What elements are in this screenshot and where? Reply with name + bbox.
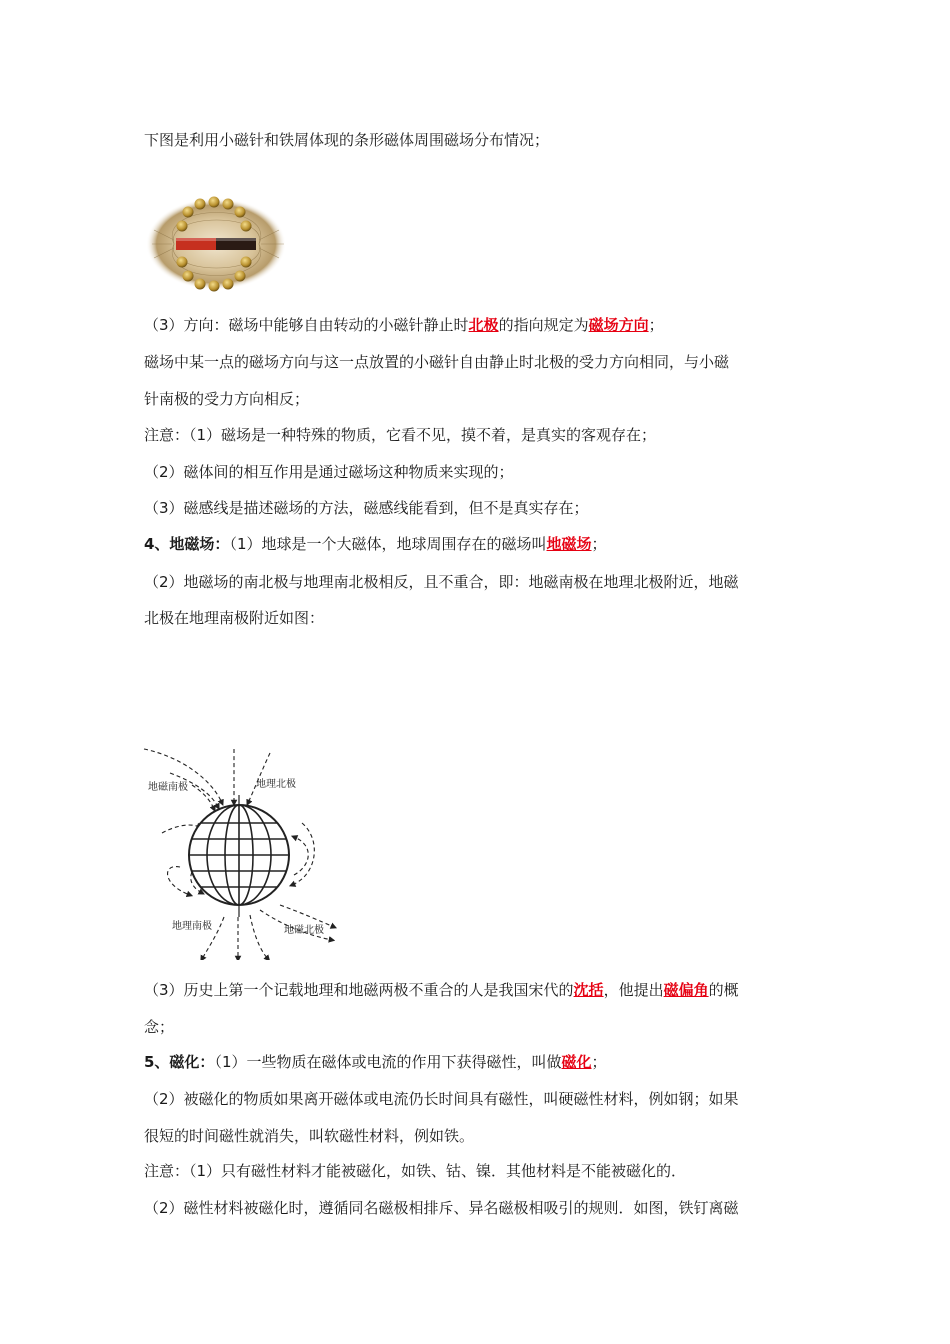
keyword-north-pole: 北极	[468, 316, 499, 334]
section-4-heading: 4、地磁场：	[144, 535, 230, 553]
keyword-declination: 磁偏角	[663, 981, 709, 999]
section-5-text-a: （1）一些物质在磁体或电流的作用下获得磁性，叫做	[214, 1053, 562, 1071]
label-geomagnetic-north: 地磁北极	[284, 925, 324, 936]
direction-line	[144, 314, 814, 336]
intro-line: 下图是利用小磁针和铁屑体现的条形磁体周围磁场分布情况；	[144, 131, 550, 149]
earth-magnetic-field-diagram	[142, 745, 337, 960]
section-5-line	[144, 1051, 814, 1073]
note-line: （3）磁感线是描述磁场的方法，磁感线能看到，但不是真实存在；	[144, 499, 589, 517]
note-line: 注意：（1）只有磁性材料才能被磁化，如铁、钴、镍．其他材料是不能被磁化的．	[144, 1162, 687, 1180]
label-geographic-south: 地理南极	[172, 921, 212, 932]
paragraph-line: 北极在地理南极附近如图：	[144, 609, 325, 627]
history-line	[144, 979, 814, 1001]
paragraph-line: 很短的时间磁性就消失，叫软磁性材料，例如铁。	[144, 1127, 475, 1145]
paragraph-line: （2）被磁化的物质如果离开磁体或电流仍长时间具有磁性，叫硬磁性材料，例如钢；如果	[144, 1090, 739, 1108]
direction-text-a: （3）方向：磁场中能够自由转动的小磁针静止时	[144, 316, 469, 334]
history-text-a: （3）历史上第一个记载地理和地磁两极不重合的人是我国宋代的	[144, 981, 574, 999]
history-text-b: ，他提出	[603, 981, 664, 999]
keyword-shen-kuo: 沈括	[573, 981, 604, 999]
label-geomagnetic-south: 地磁南极	[148, 782, 188, 793]
section-5-heading: 5、磁化：	[144, 1053, 215, 1071]
section-5-text-b: ；	[591, 1053, 607, 1071]
note-line: （2）磁体间的相互作用是通过磁场这种物质来实现的；	[144, 463, 514, 481]
section-4-line	[144, 533, 814, 555]
keyword-geomagnetic-field: 地磁场	[546, 535, 592, 553]
paragraph-line: 磁场中某一点的磁场方向与这一点放置的小磁针自由静止时北极的受力方向相同，与小磁	[144, 353, 730, 371]
direction-text-b: 的指向规定为	[498, 316, 589, 334]
bar-magnet-field-image	[144, 192, 289, 297]
label-geographic-north: 地理北极	[256, 779, 296, 790]
section-4-text-a: （1）地球是一个大磁体，地球周围存在的磁场叫	[229, 535, 547, 553]
note-line: （2）磁性材料被磁化时，遵循同名磁极相排斥、异名磁极相吸引的规则．如图，铁钉离磁	[144, 1199, 739, 1217]
paragraph-line: （2）地磁场的南北极与地理南北极相反，且不重合，即：地磁南极在地理北极附近，地磁	[144, 573, 739, 591]
keyword-magnetization: 磁化	[561, 1053, 592, 1071]
paragraph-line: 针南极的受力方向相反；	[144, 390, 310, 408]
history-text-c: 的概	[708, 981, 739, 999]
keyword-field-direction: 磁场方向	[588, 316, 649, 334]
note-line: 注意：（1）磁场是一种特殊的物质，它看不见，摸不着，是真实的客观存在；	[144, 426, 657, 444]
section-4-text-b: ；	[591, 535, 607, 553]
direction-text-c: ；	[648, 316, 664, 334]
paragraph-line: 念；	[144, 1018, 175, 1036]
